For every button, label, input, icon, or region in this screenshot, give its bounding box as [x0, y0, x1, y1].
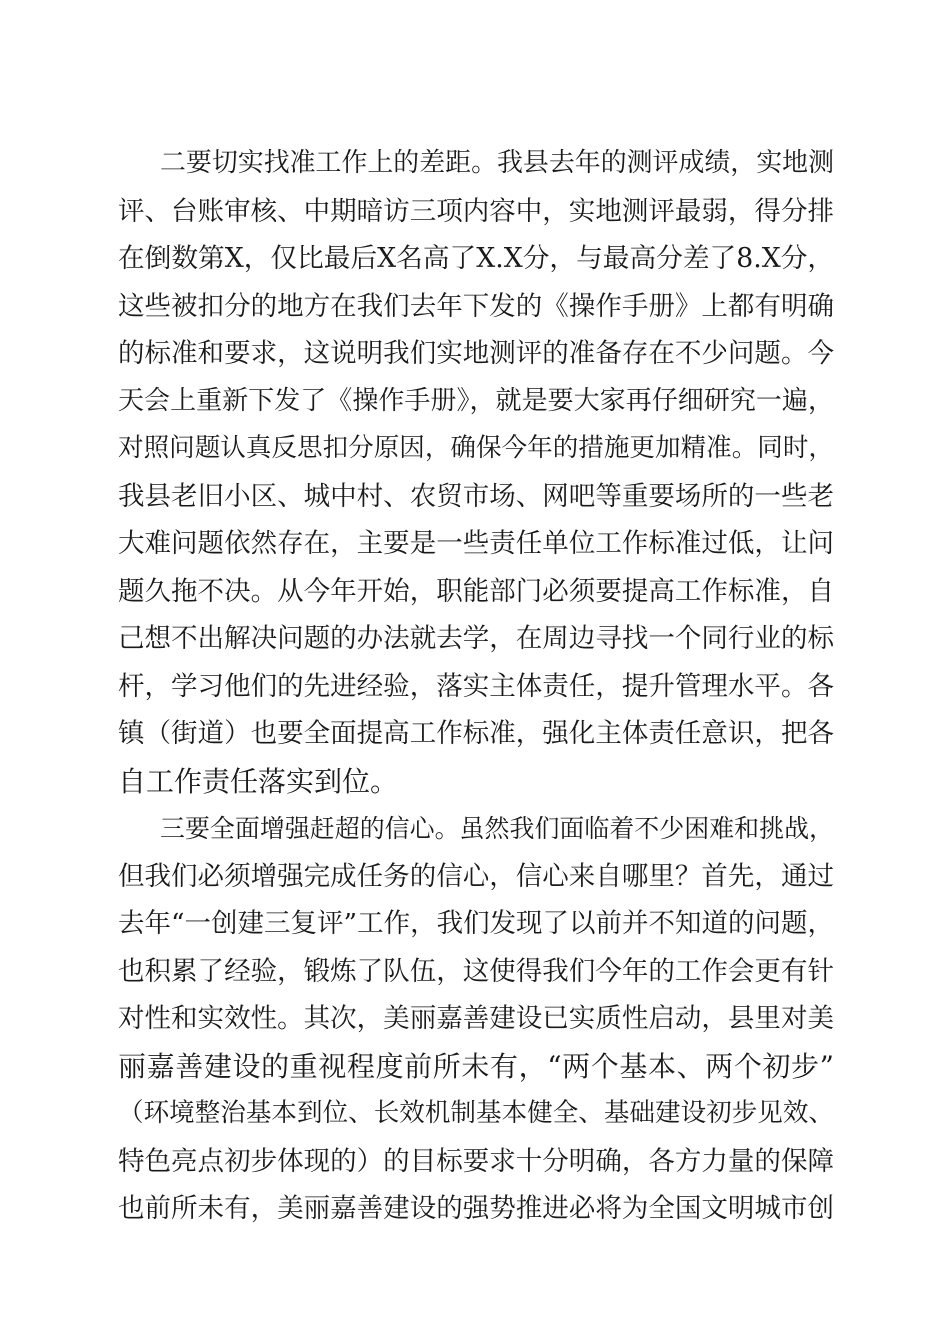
text-line: 丽嘉善建设的重视程度前所未有，“两个基本、两个初步”: [118, 1049, 834, 1083]
text-line: 也积累了经验，锻炼了队伍，这使得我们今年的工作会更有针: [118, 955, 834, 987]
text-line: 大难问题依然存在，主要是一些责任单位工作标准过低，让问: [118, 528, 834, 559]
text-line: 题久拖不决。从今年开始，职能部门必须要提高工作标准，自: [118, 575, 834, 607]
text-line: 去年“一创建三复评”工作，我们发现了以前并不知道的问题，: [118, 908, 834, 939]
text-line: 评、台账审核、中期暗访三项内容中，实地测评最弱，得分排: [118, 195, 834, 227]
text-line: 对性和实效性。其次，美丽嘉善建设已实质性启动，县里对美: [118, 1003, 834, 1034]
paragraph-3: [118, 805, 834, 1233]
text-line: 我县老旧小区、城中村、农贸市场、网吧等重要场所的一些老: [118, 480, 834, 512]
text-line: 三要全面增强赶超的信心。虽然我们面临着不少困难和挑战，: [160, 814, 834, 843]
text-line: 在倒数第X，仅比最后X名高了X.X分，与最高分差了8.X分，: [118, 243, 835, 274]
text-line: 的标准和要求，这说明我们实地测评的准备存在不少问题。今: [118, 338, 834, 369]
text-line: 自工作责任落实到位。: [118, 764, 399, 798]
text-line: 己想不出解决问题的办法就去学，在周边寻找一个同行业的标: [118, 623, 834, 654]
text-line: （环境整治基本到位、长效机制基本健全、基础建设初步见效、: [118, 1098, 834, 1128]
text-line: 特色亮点初步体现的）的目标要求十分明确，各方力量的保障: [118, 1145, 834, 1177]
paragraph-2: [118, 140, 834, 805]
text-line: 杆，学习他们的先进经验，落实主体责任，提升管理水平。各: [118, 670, 834, 702]
text-line: 镇（街道）也要全面提高工作标准，强化主体责任意识，把各: [118, 718, 834, 749]
text-line: 对照问题认真反思扣分原因，确保今年的措施更加精准。同时，: [118, 433, 834, 463]
text-line: 但我们必须增强完成任务的信心，信心来自哪里？首先，通过: [118, 860, 834, 892]
text-line: 这些被扣分的地方在我们去年下发的《操作手册》上都有明确: [118, 290, 834, 322]
document-body: [118, 140, 834, 1233]
text-line: 二要切实找准工作上的差距。我县去年的测评成绩，实地测: [160, 148, 834, 178]
text-line: 天会上重新下发了《操作手册》，就是要大家再仔细研究一遍，: [118, 385, 834, 416]
text-line: 也前所未有，美丽嘉善建设的强势推进必将为全国文明城市创: [118, 1193, 834, 1224]
